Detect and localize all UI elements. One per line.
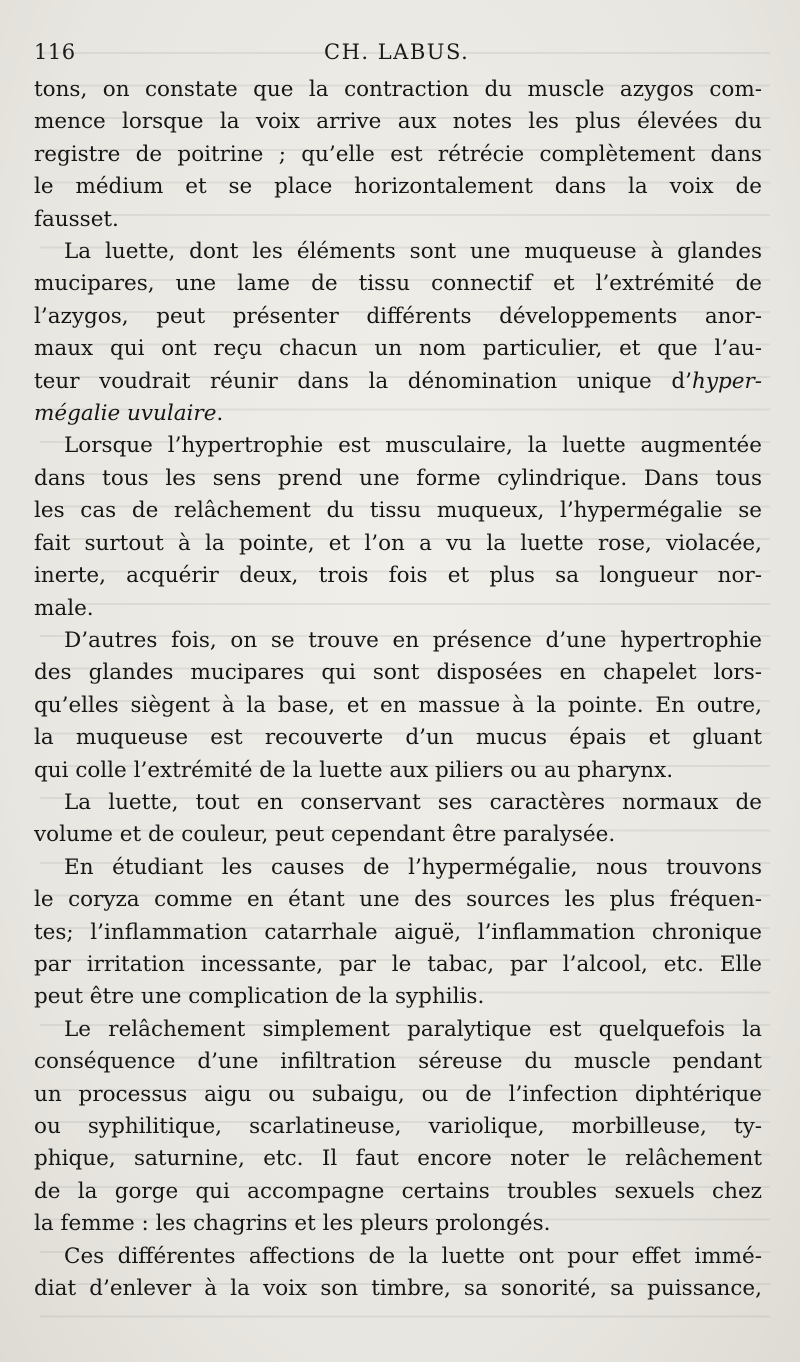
text-line: La luette, tout en conservant ses caractères normaux de (64, 789, 762, 815)
text-line: mégalie uvulaire. (34, 401, 224, 427)
paragraph (34, 1014, 762, 1241)
paragraph (34, 787, 762, 852)
text-line: la femme : les chagrins et les pleurs prolongés. (34, 1211, 551, 1237)
text-line: diat d’enlever à la voix son timbre, sa sonorité, sa puissance, (34, 1276, 762, 1302)
paragraph (34, 1241, 762, 1306)
text-line: mence lorsque la voix arrive aux notes les plus élevées du (34, 109, 762, 135)
text-line: tons, on constate que la contraction du muscle azygos com- (34, 77, 762, 102)
italic-term: mégalie uvulaire (34, 401, 217, 427)
text-line: mucipares, une lame de tissu connectif et l’extrémité de (34, 271, 762, 297)
text-line: par irritation incessante, par le tabac, par l’alcool, etc. Elle (34, 951, 762, 977)
paragraph (34, 430, 762, 624)
paragraph (34, 852, 762, 1014)
text-line: ou syphilitique, scarlatineuse, variolique, morbilleuse, ty- (34, 1114, 762, 1139)
paragraph (34, 625, 762, 787)
text-line: de la gorge qui accompagne certains troubles sexuels chez (34, 1178, 762, 1204)
page-number: 116 (34, 40, 76, 64)
text-line: fait surtout à la pointe, et l’on a vu la luette rose, violacée, (34, 530, 762, 556)
text-line: registre de poitrine ; qu’elle est rétrécie complètement dans (34, 141, 762, 167)
text-line: La luette, dont les éléments sont une muqueuse à glandes (64, 239, 762, 265)
text-line: l’azygos, peut présenter différents développements anor- (34, 303, 762, 329)
text-line: peut être une complication de la syphilis. (34, 984, 485, 1010)
running-title: CH. LABUS. (324, 40, 470, 64)
text-line: dans tous les sens prend une forme cylindrique. Dans tous (34, 465, 762, 491)
text-line: volume et de couleur, peut cependant être paralysée. (34, 822, 616, 848)
text-line: Lorsque l’hypertrophie est musculaire, la luette augmentée (64, 433, 762, 459)
text-line: male. (34, 595, 94, 621)
text-line: les cas de relâchement du tissu muqueux, l’hypermégalie se (34, 498, 762, 524)
text-line: qu’elles siègent à la base, et en massue à la pointe. En outre, (34, 692, 762, 718)
text-line: qui colle l’extrémité de la luette aux piliers ou au pharynx. (34, 757, 674, 783)
text-line: inerte, acquérir deux, trois fois et plus sa longueur nor- (34, 563, 762, 589)
text-segment: teur voudrait réunir dans la dénomination unique d’ (34, 368, 692, 394)
text-line: conséquence d’une infiltration séreuse du muscle pendant (34, 1049, 762, 1075)
text-line: la muqueuse est recouverte d’un mucus épais et gluant (34, 725, 762, 751)
body-text (34, 74, 762, 1305)
text-line: le coryza comme en étant une des sources les plus fréquen- (34, 887, 762, 913)
text-line: D’autres fois, on se trouve en présence d’une hypertrophie (64, 627, 762, 653)
running-header (34, 36, 764, 70)
text-line (34, 366, 762, 398)
paragraph (34, 74, 762, 236)
text-line: des glandes mucipares qui sont disposées en chapelet lors- (34, 660, 762, 686)
text-line: fausset. (34, 206, 119, 232)
text-line: un processus aigu ou subaigu, ou de l’infection diphtérique (34, 1081, 762, 1107)
text-line: tes; l’inflammation catarrhale aiguë, l’inflammation chronique (34, 919, 762, 945)
text-line: maux qui ont reçu chacun un nom particulier, et que l’au- (34, 336, 762, 362)
text-line: En étudiant les causes de l’hypermégalie, nous trouvons (64, 854, 762, 880)
text-line: le médium et se place horizontalement dans la voix de (34, 174, 762, 200)
italic-term: hyper- (691, 368, 762, 394)
paragraph (34, 236, 762, 430)
text-line: phique, saturnine, etc. Il faut encore noter le relâchement (34, 1146, 762, 1172)
text-line: Ces différentes affections de la luette ont pour effet immé- (64, 1243, 762, 1269)
text-line: Le relâchement simplement paralytique est quelquefois la (64, 1016, 762, 1042)
